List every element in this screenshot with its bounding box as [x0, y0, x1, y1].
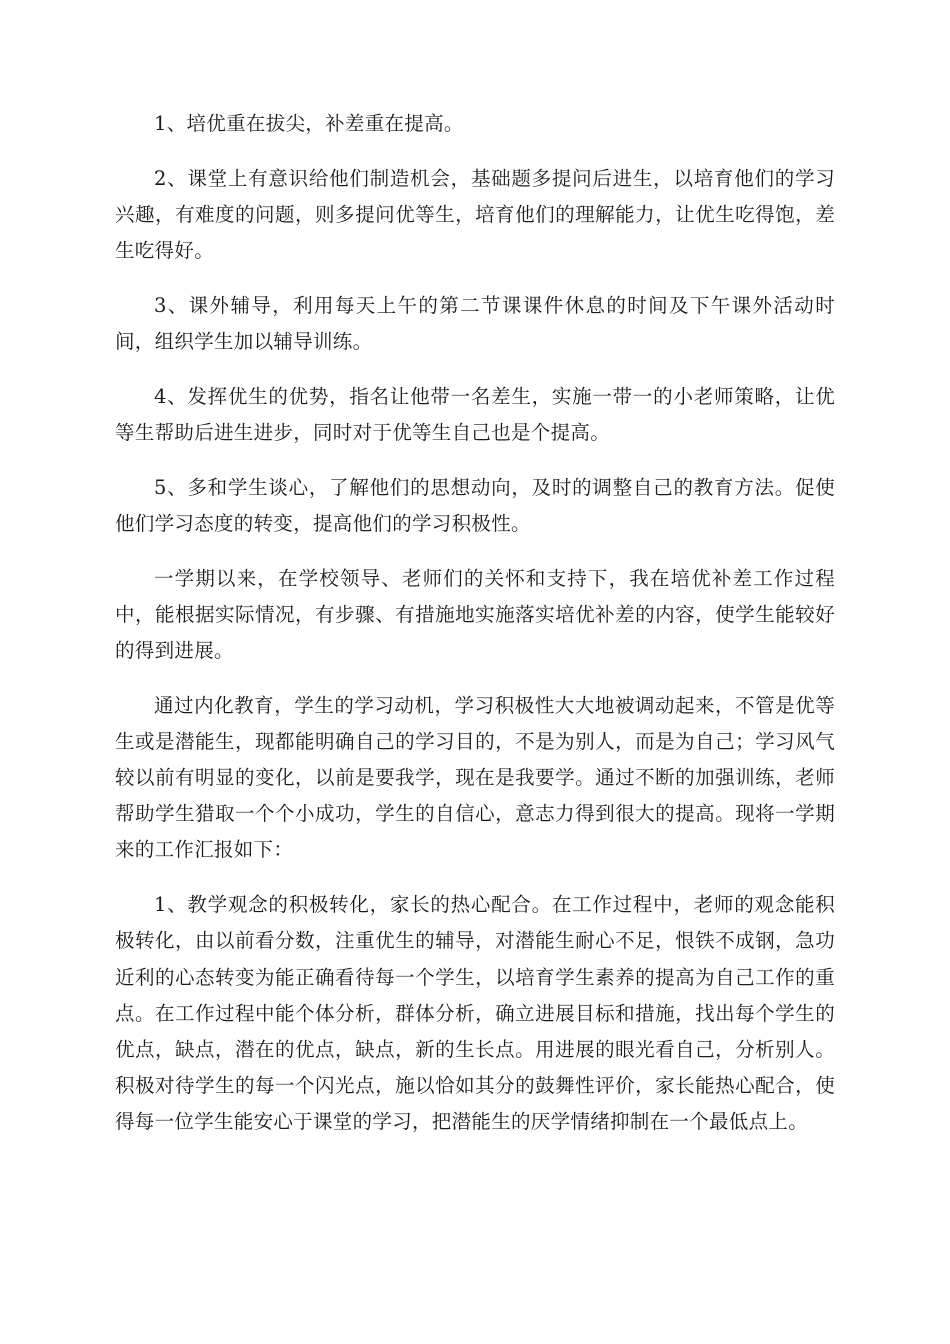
paragraph-6: 一学期以来，在学校领导、老师们的关怀和支持下，我在培优补差工作过程中，能根据实际情况，有步骤、有措施地实施落实培优补差的内容，使学生能较好的得到进展。	[115, 566, 835, 662]
paragraph-5: 5、多和学生谈心，了解他们的思想动向，及时的调整自己的教育方法。促使他们学习态度的转变，提高他们的学习积极性。	[115, 475, 835, 535]
paragraph-3: 3、课外辅导，利用每天上午的第二节课课件休息的时间及下午课外活动时间，组织学生加以辅导训练。	[115, 293, 835, 354]
paragraph-7: 通过内化教育，学生的学习动机，学习积极性大大地被调动起来，不管是优等生或是潜能生，现都能明确自己的学习目的，不是为别人，而是为自己；学习风气较以前有明显的变化，以前是要我学，现在是我要学。通过不断的加强训练，老师帮助学生猎取一个个小成功，学生的自信心，意志力得到很大的提高。现将一学期来的工作汇报如下：	[115, 693, 835, 862]
paragraph-1: 1、培优重在拔尖，补差重在提高。	[154, 112, 464, 135]
paragraph-2: 2、课堂上有意识给他们制造机会，基础题多提问后进生，以培育他们的学习兴趣，有难度的问题，则多提问优等生，培育他们的理解能力，让优生吃得饱，差生吃得好。	[115, 166, 835, 263]
paragraph-4: 4、发挥优生的优势，指名让他带一名差生，实施一带一的小老师策略，让优等生帮助后进生进步，同时对于优等生自己也是个提高。	[115, 384, 835, 444]
paragraph-8: 1、教学观念的积极转化，家长的热心配合。在工作过程中，老师的观念能积极转化，由以前看分数，注重优生的辅导，对潜能生耐心不足，恨铁不成钢，急功近利的心态转变为能正确看待每一个学生，以培育学生素养的提高为自己工作的重点。在工作过程中能个体分析，群体分析，确立进展目标和措施，找出每个学生的优点，缺点，潜在的优点，缺点，新的生长点。用进展的眼光看自己，分析别人。积极对待学生的每一个闪光点，施以恰如其分的鼓舞性评价，家长能热心配合，使得每一位学生能安心于课堂的学习，把潜能生的厌学情绪抑制在一个最低点上。	[115, 893, 835, 1134]
document-page	[115, 106, 835, 1159]
